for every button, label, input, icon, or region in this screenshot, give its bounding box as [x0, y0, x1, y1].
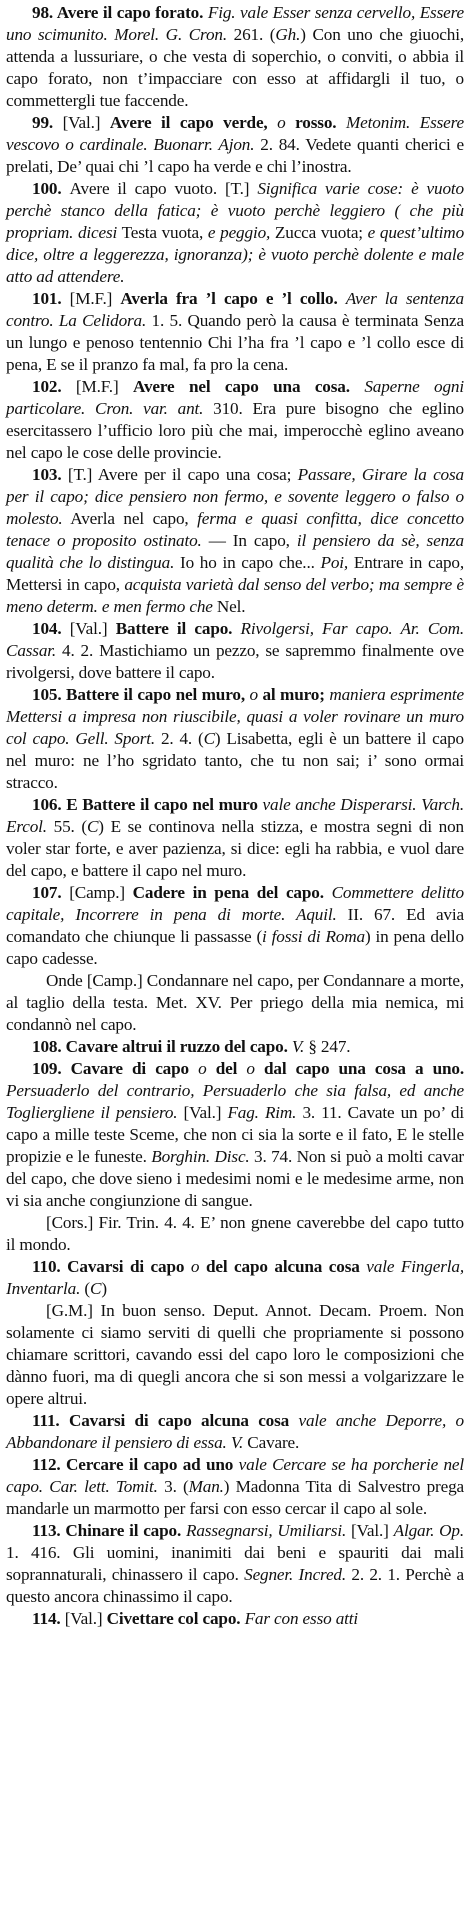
entry-number: 110. — [32, 1257, 68, 1276]
entry-headword: del — [215, 1059, 247, 1078]
dictionary-page — [6, 2, 464, 1630]
entry-text: [Val.] — [64, 1609, 107, 1628]
entry-italic-text: In buon senso. Deput. Annot. Decam. Proem. — [100, 1301, 428, 1320]
entry-text: Entrare in capo, Mettersi in capo, — [6, 553, 464, 594]
entry-number: 108. — [32, 1037, 66, 1056]
entry-italic-text: il pensiero da sè, senza qualità che lo distingua. — [6, 531, 465, 572]
entry-headword: Battere il capo. — [115, 619, 241, 638]
dictionary-entry-103 — [6, 464, 464, 618]
entry-text: [Cors.] — [46, 1213, 99, 1232]
entry-number: 112. — [32, 1455, 66, 1474]
dictionary-entry-98 — [6, 2, 464, 112]
entry-text: 2. 2. 1. Perchè a questo ancora chinassimo il capo. — [6, 1565, 464, 1606]
dictionary-entry-113 — [6, 1520, 464, 1608]
entry-italic-text: maniera esprimente Mettersi a impresa non riuscibile, quasi a voler rovinare un muro col capo. Gell. Sport. — [6, 685, 465, 748]
entry-italic-text: Poi, — [320, 553, 349, 572]
entry-number: 114. — [32, 1609, 65, 1628]
entry-italic-text: Far con esso atti — [244, 1609, 359, 1628]
dictionary-entry-105 — [6, 684, 464, 794]
entry-number: 102. — [32, 377, 76, 396]
dictionary-entry-100 — [6, 178, 464, 288]
dictionary-entry-107 — [6, 882, 464, 970]
entry-number: 103. — [32, 465, 68, 484]
dictionary-entry-112 — [6, 1454, 464, 1520]
entry-text: Nel. — [212, 597, 246, 616]
entry-italic-text: Fag. Rim. — [227, 1103, 297, 1122]
entry-italic-text: o — [277, 113, 296, 132]
entry-headword: Condannare nel capo, — [146, 971, 298, 990]
dictionary-entry-102 — [6, 376, 464, 464]
entry-number: 98. — [32, 3, 57, 22]
entry-italic-text: Gh. — [275, 25, 301, 44]
dictionary-entry-99 — [6, 112, 464, 178]
dictionary-entry-101 — [6, 288, 464, 376]
entry-text: — In capo, — [201, 531, 297, 550]
entry-text: Zucca vuota; — [270, 223, 368, 242]
entry-italic-text: C — [89, 1279, 102, 1298]
entry-italic-text: ferma e quasi confitta, dice concetto tenace o proposito ostinato. — [6, 509, 465, 550]
entry-text: ( — [80, 1279, 90, 1298]
entry-number: 107. — [32, 883, 70, 902]
entry-italic-text: Fig. vale Esser senza cervello, Essere uno scimunito. Morel. G. Cron. — [6, 3, 464, 44]
entry-text: [Val.] — [69, 619, 116, 638]
entry-text: 310. Era pure bisogno che eglino esercitassero l’ufficio loro più che mai, imperocchè eglino aveano nel capo le cose delle provincie. — [6, 399, 464, 462]
entry-headword: Avere il capo verde, — [109, 113, 278, 132]
entry-number: 105. — [32, 685, 66, 704]
entry-text: [G.M.] — [46, 1301, 101, 1320]
entry-italic-text: Aver la sentenza contro. La Celidora. — [6, 289, 464, 330]
entry-text: Avere il capo vuoto. [T.] — [69, 179, 258, 198]
entry-italic-text: Passare, Girare la cosa per il capo; dice pensiero non fermo, e sovente leggero o falso o molesto. — [6, 465, 464, 528]
entry-italic-text: o — [249, 685, 263, 704]
entry-number: 100. — [32, 179, 70, 198]
entry-headword: Battere il capo nel muro, — [66, 685, 250, 704]
entry-text: [T.] Avere per il capo una cosa; — [67, 465, 298, 484]
entry-italic-text: per Condannare a morte, al taglio della testa. Met. — [6, 971, 465, 1012]
entry-text: ) — [101, 1279, 107, 1298]
entry-text: 55. ( — [46, 817, 87, 836]
entry-text: ) Con uno che giuochi, attenda a lussuriare, o che vesta di soperchio, o conviti, o abbia il capo forato, non t’impacciare con esso at affidargli il tuo, o commettergli tue faccende. — [6, 25, 464, 110]
entry-headword: rosso. — [295, 113, 346, 132]
entry-italic-text: C — [203, 729, 215, 748]
entry-italic-text: vale anche Deporre, o Abbandonare il pensiero di essa. V. — [6, 1411, 464, 1452]
entry-italic-text: vale Fingerla, Inventarla. — [6, 1257, 464, 1298]
entry-headword: E Battere il capo nel muro — [66, 795, 263, 814]
entry-text: 2. 4. ( — [155, 729, 204, 748]
entry-italic-text: o — [246, 1059, 264, 1078]
entry-text: [Val.] — [62, 113, 110, 132]
entry-text: 1. 5. Quando però la causa è terminata Senza un lungo e penoso tentennio Chi l’ha fra ’l capo e ’l collo esce di pena, E se il pranzo fa mal, fa pro la cena. — [6, 311, 464, 374]
entry-text: Testa vuota, — [117, 223, 208, 242]
entry-headword: Cercare il capo ad uno — [65, 1455, 239, 1474]
entry-headword: Avere nel capo una cosa. — [132, 377, 365, 396]
entry-italic-text: Metonim. Essere vescovo o cardinale. Buonarr. Ajon. — [6, 113, 465, 154]
entry-number: 111. — [32, 1411, 69, 1430]
entry-italic-text: Commettere delitto capitale, Incorrere in pena di morte. Aquil. — [6, 883, 464, 924]
entry-headword: del capo alcuna cosa — [205, 1257, 367, 1276]
entry-headword: Averla fra ’l capo e ’l collo. — [120, 289, 346, 308]
entry-text: 4. 2. Mastichiamo un pezzo, se sapremmo finalmente ove rivolgersi, dove battere il capo. — [6, 641, 464, 682]
entry-headword: Cavare di capo — [70, 1059, 199, 1078]
entry-text: ) Lisabetta, egli è un battere il capo nel muro: ne l’ho sgridato tanto, che tu non sai; i’ sono ormai stracco. — [6, 729, 465, 792]
entry-headword: Cavarsi di capo — [67, 1257, 191, 1276]
entry-headword: dal capo una cosa a uno. — [263, 1059, 464, 1078]
entry-italic-text: e quest’ultimo dice, oltre a leggerezza, ignoranza); è vuoto perchè dolente e male atto ad attendere. — [6, 223, 465, 286]
entry-headword: Civettare col capo. — [106, 1609, 245, 1628]
entry-number: 104. — [32, 619, 70, 638]
entry-italic-text: vale anche Disperarsi. Varch. Ercol. — [6, 795, 464, 836]
entry-headword: Avere il capo forato. — [56, 3, 208, 22]
entry-text: [Val.] — [346, 1521, 394, 1540]
dictionary-entry-104 — [6, 618, 464, 684]
entry-italic-text: C — [86, 817, 99, 836]
entry-text: 261. ( — [227, 25, 276, 44]
entry-italic-text: Persuaderlo del contrario, Persuaderlo che sia falsa, ed anche Togliergliene il pensiero. — [6, 1081, 464, 1122]
entry-subparagraph — [6, 1300, 464, 1410]
dictionary-entry-110 — [6, 1256, 464, 1300]
entry-text: [Camp.] — [69, 883, 133, 902]
dictionary-entry-111 — [6, 1410, 464, 1454]
entry-italic-text: V. — [291, 1037, 305, 1056]
entry-text: § 247. — [304, 1037, 351, 1056]
entry-text: [M.F.] — [75, 377, 133, 396]
entry-headword: Cadere in pena del capo. — [132, 883, 332, 902]
entry-headword: Chinare il capo. — [65, 1521, 186, 1540]
dictionary-entry-114 — [6, 1608, 464, 1630]
entry-italic-text: o — [198, 1059, 216, 1078]
entry-text: Cavare. — [243, 1433, 300, 1452]
entry-text: Non solamente ci siamo serviti di quelli che propriamente si possono chiamare scrittori, cavando essi del capo loro le composizioni che dànno fuori, ma di quegli ancora che si son messi a volgarizzare le opere altrui. — [6, 1301, 465, 1408]
entry-italic-text: Saperne ogni particolare. Cron. var. ant. — [6, 377, 464, 418]
entry-text: Averla nel capo, — [62, 509, 198, 528]
entry-text: [Camp.] — [82, 971, 147, 990]
entry-text: ) Madonna Tita di Salvestro prega mandarle un marmotto per farsi con esso cercar il capo al sole. — [6, 1477, 464, 1518]
entry-italic-text: i fossi di Roma — [262, 927, 365, 946]
entry-text: [Val.] — [177, 1103, 228, 1122]
entry-italic-text: Rassegnarsi, Umiliarsi. — [186, 1521, 347, 1540]
entry-text: 3. ( — [157, 1477, 189, 1496]
dictionary-entry-109 — [6, 1058, 464, 1212]
entry-number: 113. — [32, 1521, 66, 1540]
entry-italic-text: e peggio, — [207, 223, 271, 242]
entry-text: XV. Per priego della mia nemica, mi condannò nel capo. — [6, 993, 464, 1034]
entry-number: 109. — [32, 1059, 71, 1078]
entry-text: 3. 11. Cavate un po’ di capo a mille teste Sceme, che non ci sia la sorte e il fato, E le stelle propizie e le funeste. — [6, 1103, 464, 1166]
entry-text: ) in pena dello capo cadesse. — [6, 927, 465, 968]
entry-text: Io ho in capo che... — [174, 553, 321, 572]
entry-italic-text: Segner. Incred. — [244, 1565, 347, 1584]
entry-subparagraph — [6, 1212, 464, 1256]
entry-italic-text: Significa varie cose: è vuoto perchè stanco della fatica; è vuoto perchè leggiero ( che più propriam. dicesi — [6, 179, 464, 242]
entry-italic-text: vale Cercare se ha porcherie nel capo. Car. lett. Tomit. — [6, 1455, 465, 1496]
entry-italic-text: Onde — [46, 971, 83, 990]
entry-text: ) E se continova nella stizza, e mostra segni di non voler star forte, e aver pazienza, si dice: egli ha rabbia, e vuol dare del capo, e battere il capo nel muro. — [6, 817, 464, 880]
entry-italic-text: Algar. Op. — [393, 1521, 464, 1540]
entry-headword: Cavare altrui il ruzzo del capo. — [65, 1037, 292, 1056]
entry-italic-text: o — [190, 1257, 206, 1276]
entry-text: [M.F.] — [69, 289, 121, 308]
entry-text: 2. 84. Vedete quanti cherici e prelati, De’ quai chi ’l capo ha verde e chi l’inostra. — [6, 135, 464, 176]
entry-italic-text: Fir. Trin. — [98, 1213, 159, 1232]
entry-text: II. 67. Ed avia comandato che chiunque li passasse ( — [6, 905, 464, 946]
entry-number: 101. — [32, 289, 70, 308]
entry-italic-text: Borghin. Disc. — [151, 1147, 250, 1166]
entry-italic-text: acquista varietà dal senso del verbo; ma sempre è meno determ. e men fermo che — [6, 575, 464, 616]
entry-number: 99. — [32, 113, 63, 132]
entry-text: 1. 416. Gli uomini, inanimiti dai beni e spauriti dai mali soprannaturali, chinassero il capo. — [6, 1543, 464, 1584]
entry-headword: al muro; — [262, 685, 330, 704]
entry-text: 3. 74. Non si può a molti cavar del capo, che dove sieno i medesimi nomi e le medesime arme, non vi sia anche congiunzione di sangue. — [6, 1147, 464, 1210]
entry-number: 106. — [32, 795, 67, 814]
entry-subparagraph — [6, 970, 464, 1036]
entry-italic-text: Rivolgersi, Far capo. Ar. Com. Cassar. — [6, 619, 464, 660]
entry-italic-text: Man. — [188, 1477, 224, 1496]
dictionary-entry-108 — [6, 1036, 464, 1058]
entry-headword: Cavarsi di capo alcuna cosa — [68, 1411, 299, 1430]
entry-text: 4. 4. E’ non gnene caverebbe del capo tutto il mondo. — [6, 1213, 464, 1254]
dictionary-entry-106 — [6, 794, 464, 882]
